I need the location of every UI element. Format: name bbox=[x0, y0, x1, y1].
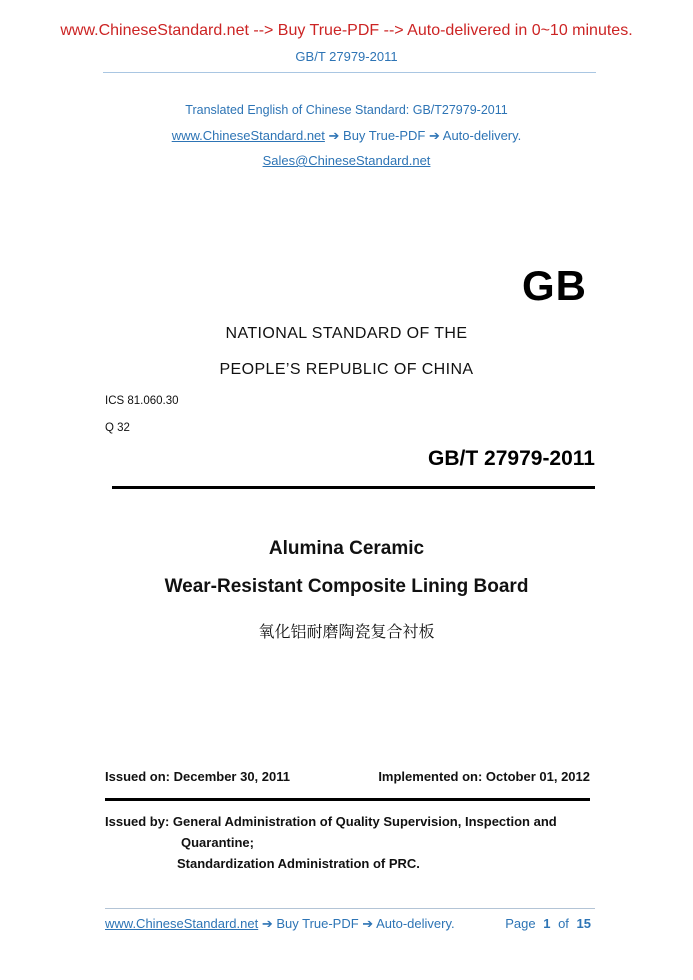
national-standard-line2: PEOPLE’S REPUBLIC OF CHINA bbox=[219, 361, 474, 378]
issued-by-block bbox=[105, 811, 605, 874]
current-page-number: 1 bbox=[543, 916, 551, 931]
issuance-divider-line bbox=[105, 798, 590, 801]
header-promo-rest: ➔ Buy True-PDF ➔ Auto-delivery. bbox=[328, 128, 522, 143]
issued-on-date: Issued on: December 30, 2011 bbox=[105, 769, 290, 784]
footer-divider-line bbox=[105, 908, 595, 909]
issued-by-line3: Standardization Administration of PRC. bbox=[177, 856, 420, 871]
standard-number: GB/T 27979-2011 bbox=[428, 447, 595, 470]
page-indicator bbox=[505, 916, 591, 932]
chinesestandard-link[interactable]: www.ChineseStandard.net bbox=[171, 128, 325, 143]
issued-by-line1: Issued by: General Administration of Quality Supervision, Inspection and bbox=[105, 814, 557, 829]
footer-promo-line bbox=[105, 916, 455, 932]
title-english-line2: Wear-Resistant Composite Lining Board bbox=[164, 576, 529, 597]
classification-code: Q 32 bbox=[105, 422, 130, 434]
standard-number-underline bbox=[112, 486, 595, 489]
sales-email-link[interactable]: Sales@ChineseStandard.net bbox=[262, 153, 431, 168]
header-divider-line bbox=[103, 72, 596, 73]
page-of-label: of bbox=[558, 916, 569, 931]
header-doc-code: GB/T 27979-2011 bbox=[295, 49, 398, 64]
ics-code: ICS 81.060.30 bbox=[105, 395, 179, 407]
footer-chinesestandard-link[interactable]: www.ChineseStandard.net bbox=[105, 916, 259, 931]
gb-logo: GB bbox=[522, 262, 587, 309]
sales-email-line bbox=[0, 153, 693, 168]
issued-by-line2: Quarantine; bbox=[181, 835, 254, 850]
implemented-on-date: Implemented on: October 01, 2012 bbox=[378, 769, 590, 784]
total-pages-number: 15 bbox=[576, 916, 591, 931]
header-promo-line bbox=[0, 128, 693, 144]
footer-promo-rest: ➔ Buy True-PDF ➔ Auto-delivery. bbox=[261, 916, 455, 931]
title-chinese: 氧化铝耐磨陶瓷复合衬板 bbox=[258, 624, 435, 641]
top-promo-banner: www.ChineseStandard.net --> Buy True-PDF --> Auto-delivered in 0~10 minutes. bbox=[60, 22, 633, 39]
title-english-line1: Alumina Ceramic bbox=[268, 538, 425, 559]
footer bbox=[105, 916, 591, 932]
translated-standard-line: Translated English of Chinese Standard: GB/T27979-2011 bbox=[185, 103, 508, 117]
page-label: Page bbox=[505, 916, 536, 931]
issuance-dates-row bbox=[105, 769, 590, 784]
national-standard-line1: NATIONAL STANDARD OF THE bbox=[225, 325, 468, 342]
